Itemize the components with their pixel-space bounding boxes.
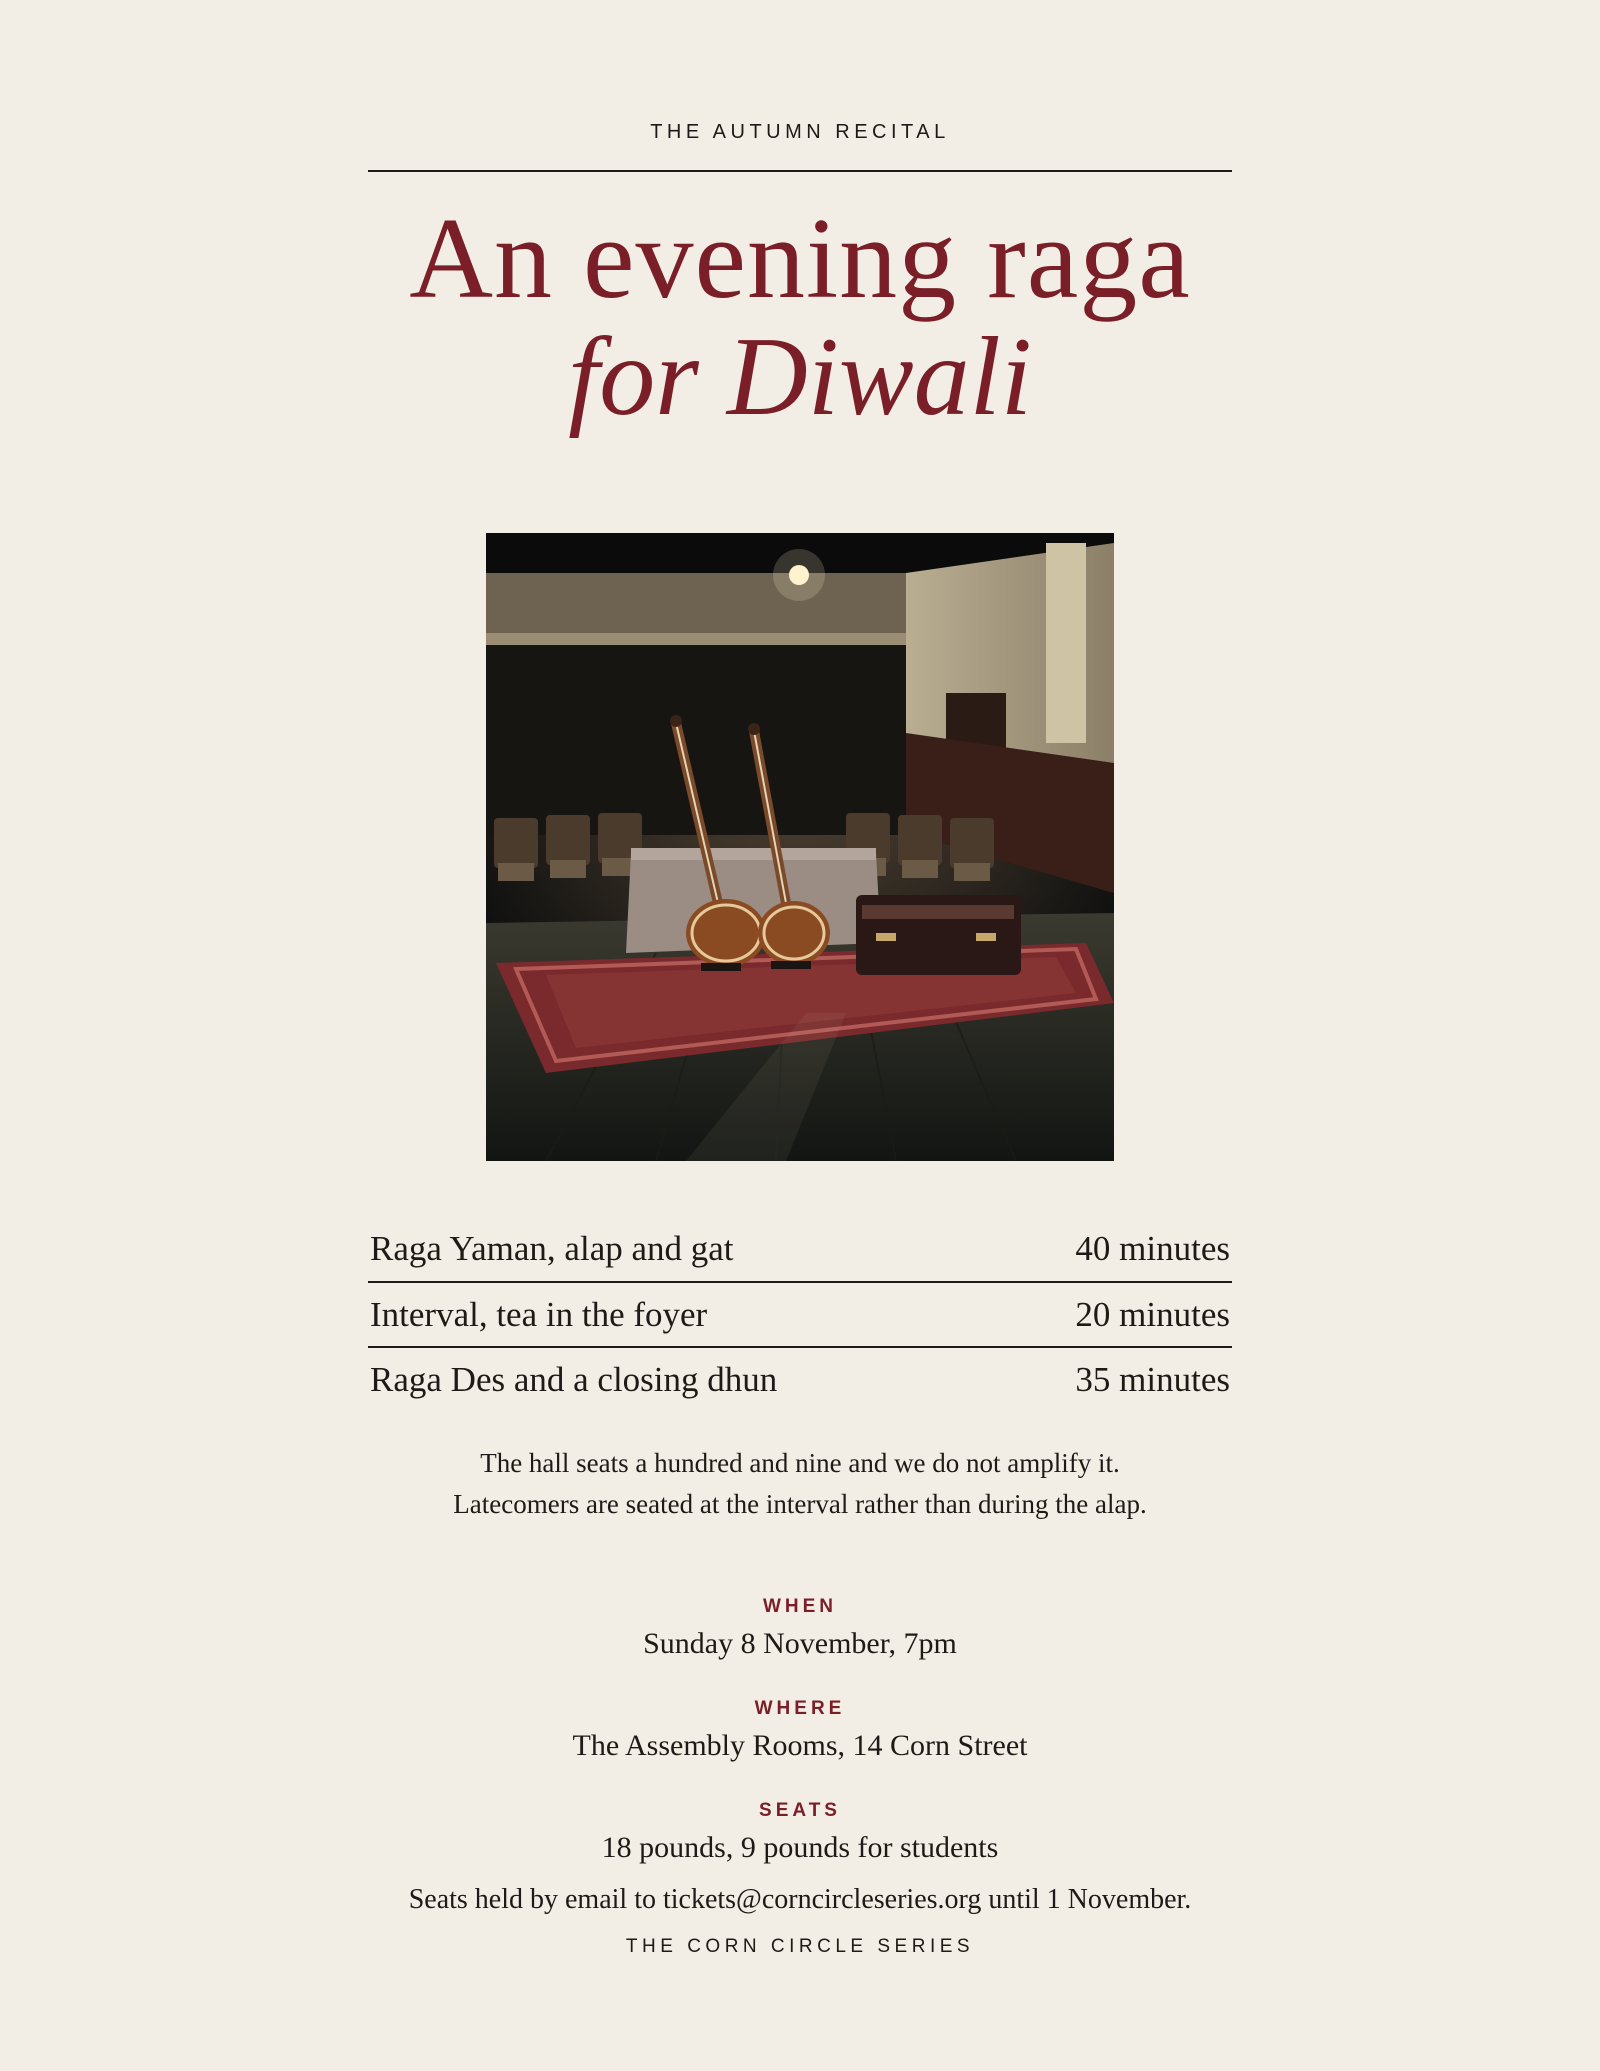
program-item: Raga Des and a closing dhun: [370, 1359, 778, 1399]
program-item: Raga Yaman, alap and gat: [370, 1228, 734, 1268]
title-line-2: for Diwali: [568, 315, 1032, 439]
seats-label: SEATS: [759, 1800, 841, 1821]
tanpura-stage-illustration: [486, 533, 1114, 1161]
program-duration: 20 minutes: [1075, 1294, 1230, 1334]
program-item: Interval, tea in the foyer: [370, 1294, 708, 1334]
when-value: Sunday 8 November, 7pm: [643, 1627, 957, 1660]
program-row: [368, 1216, 1232, 1281]
when-label: WHEN: [762, 1596, 838, 1617]
page-title: [0, 195, 1600, 439]
venue-note: The hall seats a hundred and nine and we do not amplify it. Latecomers are seated at the interval rather than during the alap.: [453, 1448, 1147, 1519]
program-list: [368, 1216, 1232, 1411]
program-duration: 35 minutes: [1075, 1359, 1230, 1399]
program-duration: 40 minutes: [1075, 1228, 1230, 1268]
seats-value: 18 pounds, 9 pounds for students: [601, 1831, 999, 1864]
booking-note: Seats held by email to tickets@corncircleseries.org until 1 November.: [408, 1884, 1192, 1915]
series-footer: THE CORN CIRCLE SERIES: [625, 1936, 975, 1957]
where-value: The Assembly Rooms, 14 Corn Street: [572, 1729, 1028, 1762]
title-line-1: An evening raga: [409, 195, 1191, 323]
where-label: WHERE: [754, 1698, 846, 1719]
header-divider: [368, 170, 1232, 172]
event-kicker: THE AUTUMN RECITAL: [650, 121, 950, 143]
program-row: [368, 1346, 1232, 1411]
program-row: [368, 1281, 1232, 1346]
hall-photo: [486, 533, 1114, 1161]
